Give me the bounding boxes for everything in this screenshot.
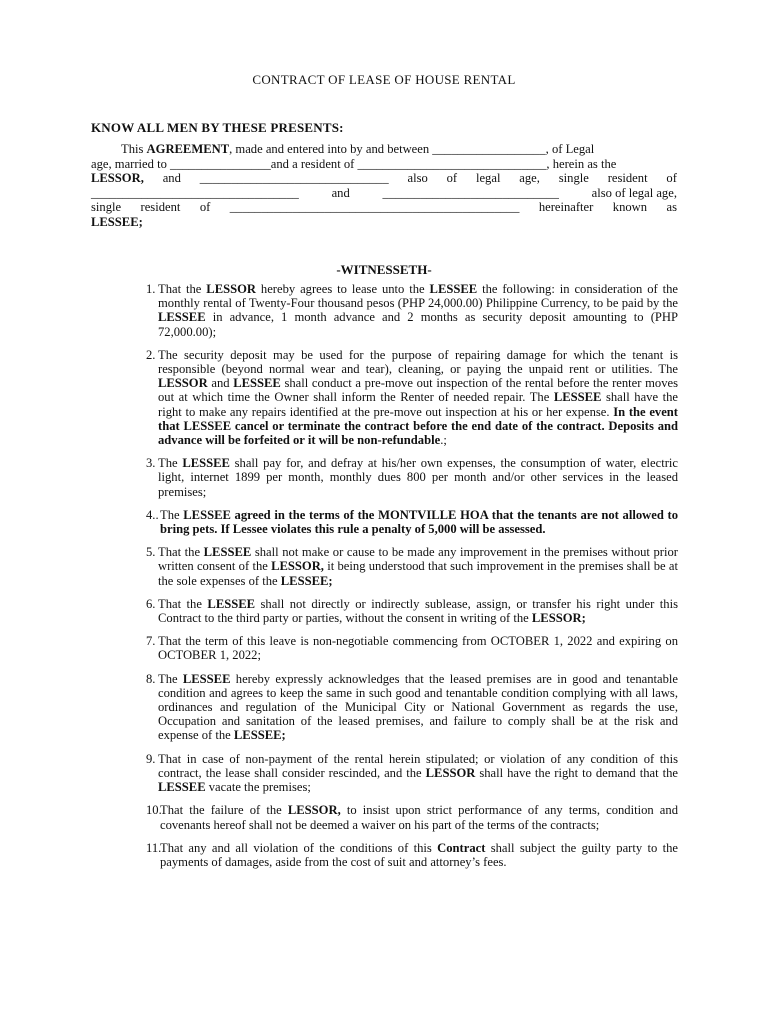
- clause-text: .;: [440, 433, 447, 448]
- intro-word: and: [162, 171, 181, 186]
- intro-word: also: [407, 171, 428, 186]
- clause-text: vacate the premises;: [205, 780, 311, 795]
- intro-word: hereinafter: [538, 200, 594, 215]
- intro-text: This: [121, 142, 147, 156]
- document-title: CONTRACT OF LEASE OF HOUSE RENTAL: [252, 72, 516, 87]
- clause-2: [146, 348, 678, 447]
- clause-text: The: [160, 507, 184, 522]
- clause-5: [146, 545, 678, 588]
- clause-text: The: [158, 671, 183, 686]
- intro-word: resident: [607, 171, 648, 186]
- lessor-term: LESSOR,: [91, 171, 144, 186]
- clause-text: shall have the right to make any repairs identified at the pre-move out inspection at his or her expense.: [158, 390, 678, 419]
- blank-line: _________________________________: [91, 185, 299, 200]
- clause-text: shall subject the guilty party to the payments of damages, aside from the cost of suit and attorney’s fees.: [160, 840, 679, 869]
- lessee-term: LESSEE;: [233, 728, 286, 743]
- clause-9: [146, 752, 678, 795]
- clause-text: the following: in consideration of the monthly rental of Twenty-Four thousand pesos (PHP 24,000.00) Philippine Currency, to be paid by the: [158, 282, 678, 311]
- clause-4: [146, 508, 678, 536]
- lessee-term: LESSEE;: [91, 214, 143, 229]
- clause-text: shall pay for, and defray at his/her own expenses, the consumption of water, electric light, internet 1899 per month, monthly dues 800 per month and/or other services in the leased premises;: [158, 456, 678, 499]
- intro-line-2: age, married to ________________and a resident of ______________________________, herein as the: [91, 156, 617, 171]
- intro-word: of: [666, 171, 677, 186]
- blank-line: ______________________________________________: [229, 200, 520, 215]
- intro-word: also of legal age,: [591, 185, 677, 200]
- lessee-term: LESSEE: [182, 456, 230, 471]
- clause-text: shall not directly or indirectly sublease, assign, or transfer his right under this Contract to the third party or parties, without the consent in writing of the: [158, 596, 678, 626]
- intro-word: single: [558, 171, 589, 186]
- clause-number: 1.: [146, 282, 156, 296]
- clause-text: shall have the right to demand that the: [475, 765, 678, 780]
- intro-line-3: [91, 171, 677, 186]
- clause-text: That in case of non-payment of the rental herein stipulated; or violation of any condition of this contract, the lease shall consider rescinded, and the: [158, 751, 678, 780]
- clause-11: [146, 841, 678, 869]
- contract-term: Contract: [437, 840, 486, 855]
- lessor-term: LESSOR: [158, 376, 208, 391]
- intro-line-4: [91, 186, 677, 201]
- clause-1: [146, 282, 678, 339]
- intro-word: single: [91, 200, 122, 215]
- intro-paragraph: [91, 142, 677, 230]
- clause-number: 3.: [146, 456, 156, 471]
- clause-number: 5.: [146, 545, 156, 560]
- lessor-term: LESSOR,: [271, 559, 324, 574]
- witnesseth-heading: -WITNESSETH-: [336, 262, 432, 277]
- clause-number: 11.: [146, 840, 162, 855]
- intro-word: of: [199, 200, 211, 215]
- clause-text: hereby expressly acknowledges that the leased premises are in good and tenantable condition and agrees to keep the same in such good and tenantable condition complying with all laws, ordinances and regulation of the Municipal City or National Government as regards the use, Occupation and sanitation of the leased premises, and failure to comply shall be at the risk and expense of the: [158, 671, 678, 743]
- intro-word: legal: [475, 171, 501, 186]
- blank-line: ______________________________: [199, 171, 389, 186]
- lessor-term: LESSOR: [425, 765, 476, 780]
- clause-text: The security deposit may be used for the purpose of repairing damage for which the tenant is responsible (beyond normal wear and tear), cleaning, or paying the unpaid rent or utilities. The: [158, 347, 678, 377]
- intro-word: age,: [519, 171, 540, 186]
- lessee-term: LESSEE: [182, 671, 231, 686]
- intro-word: and: [331, 185, 350, 200]
- clause-number: 8.: [146, 671, 156, 686]
- intro-line-1: [91, 142, 677, 157]
- intro-text: , made and entered into by and between __________________, of Legal: [229, 142, 595, 156]
- clause-number: 9.: [146, 751, 156, 766]
- lessee-term: LESSEE: [429, 282, 478, 296]
- intro-line-5: [91, 200, 677, 215]
- clause-text: The: [158, 456, 183, 471]
- clause-8: [146, 672, 678, 743]
- intro-word: resident: [140, 200, 181, 215]
- lessee-term: LESSEE: [158, 310, 206, 325]
- intro-word: of: [446, 171, 458, 186]
- intro-word: known: [612, 200, 648, 215]
- clause-number: 4..: [146, 507, 159, 522]
- clause-text: shall not make or cause to be made any improvement in the premises without prior written consent of the: [158, 545, 678, 574]
- clause-text: That the failure of the: [160, 803, 288, 818]
- lessee-term: LESSEE: [553, 390, 602, 405]
- clause-text: That any and all violation of the conditions of this: [160, 840, 438, 855]
- blank-line: ____________________________: [382, 185, 559, 200]
- clause-7: [146, 634, 678, 662]
- lessor-term: LESSOR,: [287, 803, 341, 818]
- clause-text: and: [207, 376, 234, 391]
- clause-text: to insist upon strict performance of any terms, condition and covenants hereof shall not be deemed a waiver on his part of the terms of the contracts;: [160, 803, 678, 832]
- clause-number: 2.: [146, 347, 156, 362]
- lessor-term: LESSOR: [206, 282, 256, 296]
- clause-10: [146, 803, 678, 831]
- clause-text: That the: [158, 596, 208, 611]
- clause-number: 10.: [146, 803, 162, 818]
- lessor-term: LESSOR;: [531, 611, 586, 626]
- pet-policy-notice: LESSEE agreed in the terms of the MONTVILLE HOA that the tenants are not allowed to bring pets. If Lessee violates this rule a penalty of 5,000 will be assessed.: [160, 507, 678, 537]
- clause-3: [146, 456, 678, 499]
- lessee-term: LESSEE: [207, 596, 256, 611]
- clause-list: [146, 282, 678, 878]
- agreement-term: AGREEMENT: [146, 142, 230, 156]
- intro-word: as: [666, 200, 677, 215]
- lessee-term: LESSEE;: [280, 573, 333, 588]
- lessee-term: LESSEE: [158, 780, 206, 795]
- lessee-term: LESSEE: [233, 376, 281, 391]
- clause-text: hereby agrees to lease unto the: [256, 282, 430, 296]
- lessee-term: LESSEE: [203, 545, 252, 560]
- clause-text: That the term of this leave is non-negotiable commencing from OCTOBER 1, 2022 and expiring on OCTOBER 1, 2022;: [158, 634, 678, 663]
- clause-6: [146, 597, 678, 625]
- clause-text: That the: [158, 545, 204, 560]
- clause-number: 7.: [146, 634, 156, 649]
- know-all-heading: KNOW ALL MEN BY THESE PRESENTS:: [91, 120, 344, 135]
- clause-text: shall conduct a pre-move out inspection of the rental before the renter moves out at which time the Owner shall inform the Renter of needed repair. The: [158, 376, 678, 405]
- clause-text: in advance, 1 month advance and 2 months as security deposit amounting to (PHP 72,000.00);: [158, 310, 678, 339]
- clause-text: it being understood that such improvement in the premises shall be at the sole expenses of the: [158, 559, 678, 588]
- clause-text: That the: [158, 282, 207, 296]
- forfeit-notice: In the event that LESSEE cancel or terminate the contract before the end date of the contract. Deposits and advance will be forfeited or it will be non-refundable: [158, 404, 678, 448]
- clause-number: 6.: [146, 596, 156, 611]
